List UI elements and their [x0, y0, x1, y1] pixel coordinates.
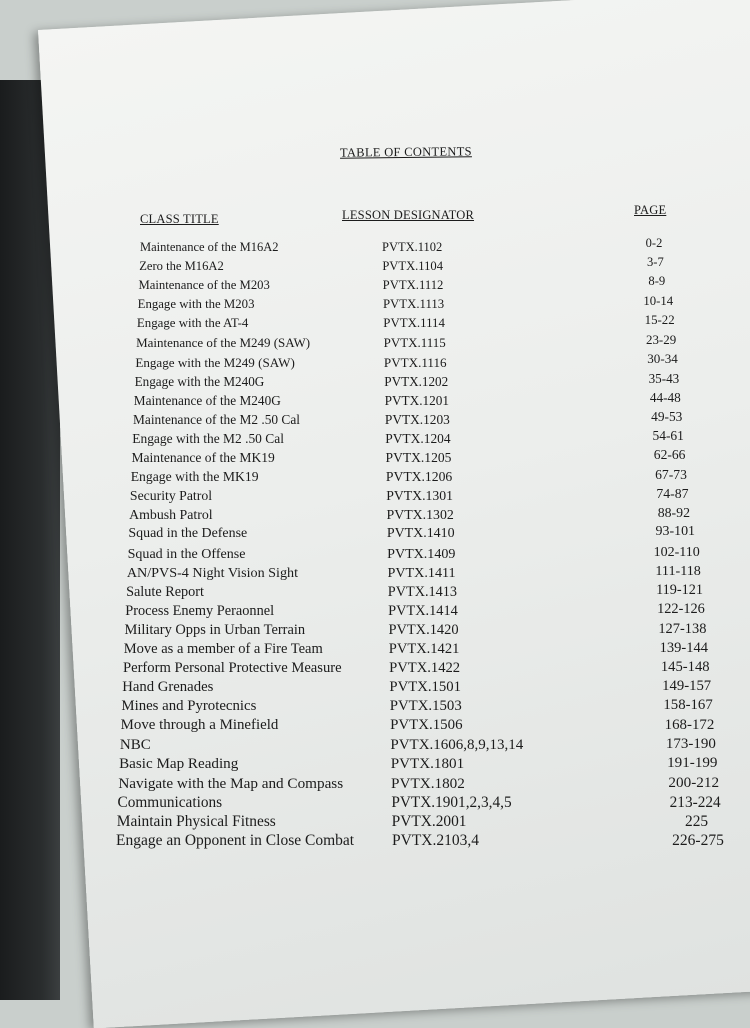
toc-row: [0, 447, 750, 470]
page-range: 225: [685, 812, 709, 830]
page-range: 139-144: [659, 639, 708, 656]
page-range: 0-2: [645, 236, 663, 250]
lesson-designator: PVTX.1104: [382, 259, 443, 274]
class-title: Perform Personal Protective Measure: [122, 660, 342, 677]
lesson-designator: PVTX.1114: [383, 316, 445, 331]
toc-row: [0, 562, 750, 585]
toc-row: [0, 466, 750, 489]
toc-row: [0, 717, 750, 737]
lesson-designator: PVTX.1606,8,9,13,14: [390, 736, 524, 753]
class-title: Process Enemy Peraonnel: [125, 602, 275, 619]
lesson-designator: PVTX.2001: [391, 812, 467, 830]
page-range: 226-275: [672, 832, 724, 849]
page-range: 149-157: [662, 678, 712, 695]
lesson-designator: PVTX.1421: [388, 641, 460, 658]
page-range: 111-118: [655, 562, 701, 579]
page-range: 74-87: [656, 485, 689, 501]
page-range: 15-22: [644, 312, 675, 327]
class-title: Move through a Minefield: [120, 717, 279, 734]
toc-row: [0, 236, 750, 260]
toc-row: [0, 370, 750, 394]
toc-row: [0, 526, 750, 546]
lesson-designator: PVTX.1206: [385, 469, 453, 485]
class-title: Maintenance of the M16A2: [140, 240, 279, 254]
toc-row: [0, 813, 750, 833]
lesson-designator: PVTX.1202: [384, 373, 449, 389]
page-range: 8-9: [648, 274, 666, 289]
page-range: 122-126: [657, 601, 705, 618]
toc-row: [0, 584, 750, 604]
class-title: Engage with the M203: [137, 297, 255, 312]
lesson-designator: PVTX.1420: [388, 621, 459, 638]
column-header-lesson-designator: LESSON DESIGNATOR: [342, 208, 475, 222]
class-title: Maintenance of the M249 (SAW): [136, 335, 311, 351]
page-range: 54-61: [652, 428, 684, 444]
toc-row: [0, 274, 750, 298]
class-title: Maintain Physical Fitness: [116, 812, 276, 830]
class-title: Engage an Opponent in Close Combat: [116, 832, 355, 849]
lesson-designator: PVTX.1501: [389, 679, 461, 696]
toc-row: [0, 293, 750, 317]
lesson-designator: PVTX.1102: [382, 240, 443, 254]
lesson-designator: PVTX.1411: [387, 564, 456, 581]
page-range: 10-14: [643, 293, 674, 308]
class-title: Maintenance of the MK19: [131, 450, 275, 466]
page-range: 62-66: [653, 447, 686, 463]
class-title: Navigate with the Map and Compass: [118, 774, 344, 792]
class-title: Security Patrol: [129, 488, 213, 504]
toc-row: [0, 351, 750, 375]
toc-row: [0, 660, 750, 680]
page-range: 49-53: [651, 409, 683, 425]
page-range: 127-138: [658, 620, 707, 637]
toc-heading: TABLE OF CONTENTS: [339, 144, 472, 160]
page-range: 213-224: [669, 793, 721, 811]
lesson-designator: PVTX.1204: [385, 430, 451, 446]
lesson-designator: PVTX.1112: [382, 278, 444, 293]
class-title: Engage with the AT-4: [136, 316, 249, 331]
toc-row: [0, 603, 750, 623]
page-range: 23-29: [645, 332, 677, 348]
class-title: Communications: [117, 793, 223, 811]
lesson-designator: PVTX.1113: [382, 297, 445, 312]
class-title: Engage with the M240G: [134, 373, 265, 389]
page-range: 67-73: [655, 466, 687, 482]
toc-row: [0, 507, 750, 527]
lesson-designator: PVTX.1503: [389, 698, 462, 715]
toc-row: [0, 312, 750, 336]
toc-row: [0, 409, 750, 432]
column-header-page: PAGE: [634, 203, 667, 217]
class-title: Engage with the MK19: [130, 469, 259, 485]
page-range: 173-190: [665, 735, 716, 752]
page-range: 102-110: [653, 543, 700, 560]
class-title: Military Opps in Urban Terrain: [124, 621, 306, 638]
lesson-designator: PVTX.1414: [388, 602, 458, 619]
class-title: AN/PVS-4 Night Vision Sight: [126, 564, 298, 581]
toc-row: [0, 485, 750, 508]
class-title: Engage with the M2 .50 Cal: [132, 430, 284, 446]
page-range: 200-212: [668, 774, 720, 792]
lesson-designator: PVTX.1409: [387, 545, 456, 562]
page-range: 30-34: [647, 351, 678, 367]
column-header-class-title: CLASS TITLE: [140, 212, 219, 226]
lesson-designator: PVTX.1801: [390, 755, 465, 772]
toc-row: [0, 389, 750, 413]
toc-row: [0, 775, 750, 795]
page-range: 191-199: [667, 755, 718, 772]
class-title: Mines and Pyrotecnics: [121, 698, 257, 715]
page-range: 93-101: [655, 524, 696, 540]
lesson-designator: PVTX.1422: [389, 660, 461, 677]
lesson-designator: PVTX.1116: [383, 354, 447, 370]
toc-row: [0, 255, 750, 279]
lesson-designator: PVTX.1901,2,3,4,5: [391, 793, 512, 811]
lesson-designator: PVTX.1205: [385, 450, 452, 466]
class-title: Basic Map Reading: [119, 755, 239, 772]
class-title: Ambush Patrol: [129, 507, 213, 523]
class-title: Maintenance of the M203: [138, 278, 270, 293]
toc-row: [0, 428, 750, 451]
toc-row: [0, 543, 750, 566]
class-title: Engage with the M249 (SAW): [135, 354, 295, 370]
toc-row: [0, 679, 750, 699]
lesson-designator: PVTX.1302: [386, 507, 454, 523]
class-title: Salute Report: [126, 583, 204, 600]
page-range: 145-148: [660, 658, 710, 675]
toc-row: [0, 832, 750, 852]
lesson-designator: PVTX.1410: [386, 526, 455, 542]
lesson-designator: PVTX.1506: [390, 717, 463, 734]
toc-row: [0, 641, 750, 661]
toc-row: [0, 737, 750, 757]
toc-row: [0, 756, 750, 776]
lesson-designator: PVTX.1413: [387, 583, 457, 600]
page-range: 44-48: [649, 389, 681, 405]
page-range: 168-172: [664, 716, 715, 733]
class-title: Squad in the Defense: [128, 526, 248, 542]
toc-row: [0, 332, 750, 355]
page-range: 88-92: [657, 505, 691, 521]
class-title: Move as a member of a Fire Team: [123, 641, 323, 658]
page-range: 158-167: [663, 697, 713, 714]
toc-row: [0, 794, 750, 814]
page-range: 119-121: [656, 582, 704, 599]
lesson-designator: PVTX.1802: [391, 774, 465, 792]
class-title: Maintenance of the M2 .50 Cal: [133, 411, 300, 427]
toc-row: [0, 698, 750, 718]
lesson-designator: PVTX.1115: [383, 335, 446, 351]
lesson-designator: PVTX.1201: [384, 392, 450, 408]
toc-row: [0, 622, 750, 642]
class-title: Squad in the Offense: [127, 545, 246, 562]
class-title: NBC: [119, 736, 151, 753]
page-range: 3-7: [647, 255, 664, 270]
lesson-designator: PVTX.1301: [386, 488, 454, 504]
class-title: Maintenance of the M240G: [133, 392, 281, 408]
page-range: 35-43: [648, 370, 680, 386]
class-title: Zero the M16A2: [139, 259, 224, 274]
lesson-designator: PVTX.2103,4: [392, 832, 479, 849]
lesson-designator: PVTX.1203: [384, 411, 450, 427]
class-title: Hand Grenades: [122, 679, 214, 696]
